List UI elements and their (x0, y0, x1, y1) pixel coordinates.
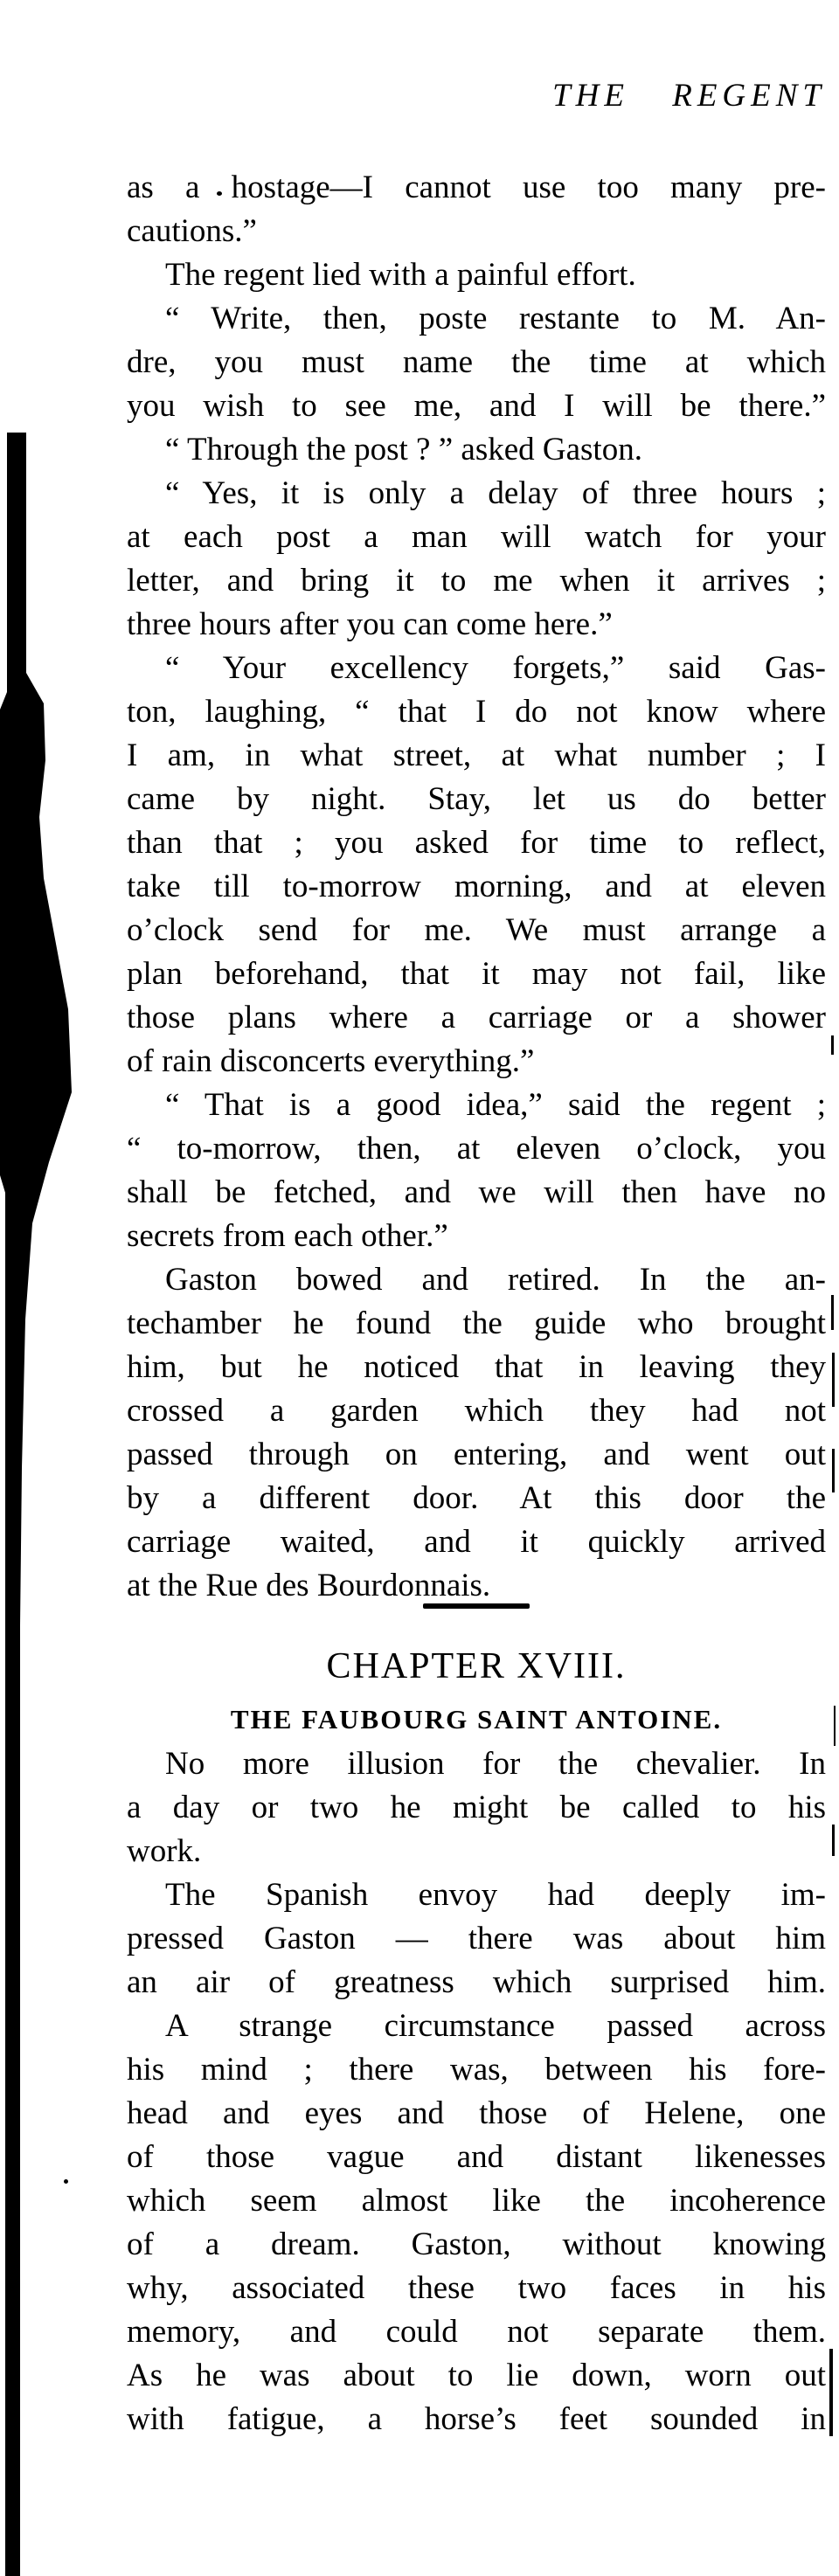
text-line: pressed Gaston — there was about him (127, 1921, 826, 1956)
text-line: at the Rue des Bourdonnais. (127, 1568, 491, 1603)
text-line: “ Through the post ? ” asked Gaston. (165, 432, 642, 467)
text-line: work. (127, 1833, 202, 1869)
text-line: Gaston bowed and retired. In the an- (165, 1262, 826, 1298)
text-line: as a hostage—I cannot use too many pre- (127, 170, 826, 205)
text-line: I am, in what street, at what number ; I (127, 737, 826, 773)
text-line: techamber he found the guide who brought (127, 1305, 826, 1341)
scan-artifact-dash (832, 1449, 835, 1492)
text-line: of a dream. Gaston, without knowing (127, 2226, 826, 2262)
text-line: “ That is a good idea,” said the regent ; (165, 1087, 826, 1123)
text-line: with fatigue, a horse’s feet sounded in (127, 2401, 826, 2437)
text-line: letter, and bring it to me when it arrives ; (127, 563, 826, 599)
running-header: THE REGENT (552, 78, 826, 114)
text-line: The regent lied with a painful effort. (165, 257, 636, 293)
text-line: which seem almost like the incoherence (127, 2183, 826, 2219)
text-line: crossed a garden which they had not (127, 1393, 826, 1429)
scan-artifact-dash (831, 1035, 834, 1055)
scan-speck (64, 2179, 68, 2184)
text-line: As he was about to lie down, worn out (127, 2358, 826, 2393)
text-line: “ Write, then, poste restante to M. An- (165, 301, 826, 336)
text-column-chapter (127, 1742, 826, 2441)
text-line: memory, and could not separate them. (127, 2314, 826, 2350)
text-line: secrets from each other.” (127, 1218, 448, 1254)
chapter-title: CHAPTER XVIII. (326, 1646, 627, 1686)
section-divider-rule (423, 1603, 530, 1609)
text-line: “ Your excellency forgets,” said Gas- (165, 650, 826, 686)
text-line: ton, laughing, “ that I do not know where (127, 694, 826, 730)
text-line: a day or two he might be called to his (127, 1790, 826, 1825)
text-line: those plans where a carriage or a shower (127, 1000, 826, 1035)
text-line: came by night. Stay, let us do better (127, 781, 826, 817)
scan-artifact-dash (834, 1706, 836, 1746)
text-line: by a different door. At this door the (127, 1480, 826, 1516)
scan-artifact-dash (832, 1825, 835, 1856)
scan-artifact-dash (832, 1353, 835, 1407)
text-line: an air of greatness which surprised him. (127, 1964, 826, 2000)
text-line: why, associated these two faces in his (127, 2270, 826, 2306)
text-line: three hours after you can come here.” (127, 606, 613, 642)
text-line: than that ; you asked for time to reflect, (127, 825, 826, 861)
text-line: you wish to see me, and I will be there.” (127, 388, 826, 424)
text-line: No more illusion for the chevalier. In (165, 1746, 826, 1782)
text-line: “ Yes, it is only a delay of three hours ; (165, 475, 826, 511)
text-line: head and eyes and those of Helene, one (127, 2095, 826, 2131)
text-line: dre, you must name the time at which (127, 344, 826, 380)
text-line: of those vague and distant likenesses (127, 2139, 826, 2175)
scan-artifact-left-edge (0, 0, 79, 2576)
text-line: of rain disconcerts everything.” (127, 1043, 535, 1079)
text-line: o’clock send for me. We must arrange a (127, 912, 826, 948)
text-line: at each post a man will watch for your (127, 519, 826, 555)
scan-artifact-dash (829, 2349, 833, 2436)
text-line: shall be fetched, and we will then have no (127, 1174, 826, 1210)
text-line: cautions.” (127, 213, 257, 249)
text-column-main (127, 166, 826, 1608)
text-line: him, but he noticed that in leaving they (127, 1349, 826, 1385)
text-line: plan beforehand, that it may not fail, like (127, 956, 826, 992)
text-line: his mind ; there was, between his fore- (127, 2052, 826, 2088)
text-line: A strange circumstance passed across (165, 2008, 826, 2044)
text-line: passed through on entering, and went out (127, 1437, 826, 1472)
scan-artifact-dash (831, 1295, 834, 1330)
text-line: The Spanish envoy had deeply im- (165, 1877, 826, 1913)
text-line: take till to-morrow morning, and at eleven (127, 869, 826, 904)
text-line: “ to-morrow, then, at eleven o’clock, you (127, 1131, 826, 1167)
text-line: carriage waited, and it quickly arrived (127, 1524, 826, 1560)
chapter-subtitle: THE FAUBOURG SAINT ANTOINE. (230, 1704, 723, 1735)
